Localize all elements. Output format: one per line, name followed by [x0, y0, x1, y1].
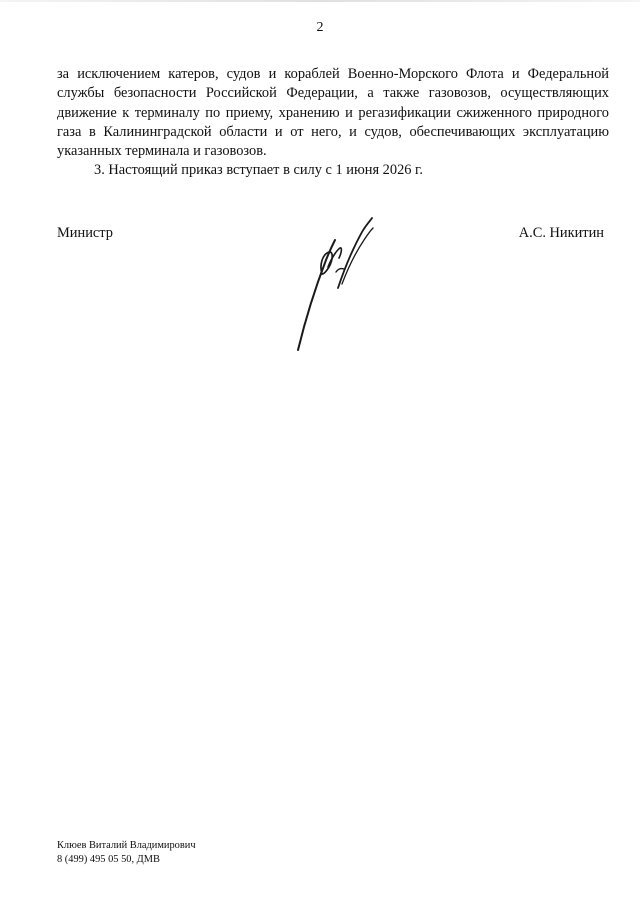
- signature-stroke-main: [298, 240, 335, 350]
- page-number: 2: [316, 20, 324, 35]
- executor-name: Клюев Виталий Владимирович: [57, 840, 196, 851]
- executor-contact: 8 (499) 495 05 50, ДМВ: [57, 853, 160, 865]
- signer-title: Министр: [57, 225, 113, 241]
- paragraph-item-3: 3. Настоящий приказ вступает в силу с 1 июня 2026 г.: [94, 162, 423, 179]
- signature-stroke-tick: [336, 269, 344, 272]
- signer-name: А.С. Никитин: [518, 225, 604, 241]
- signature-stroke-right-a: [338, 218, 372, 288]
- paragraph-continued: за исключением катеров, судов и кораблей Военно-Морского Флота и Федеральной службы безопасности Российской Федерации, а также газовозов, осуществляющих движение к терминалу по приему, хранению и регазификации сжиженного природного газа в Калининградской области и от него, и судов, обеспечивающих эксплуатацию указанных терминала и газовозов.: [57, 66, 609, 160]
- signature-stroke-right-b: [342, 228, 373, 284]
- document-body: [57, 65, 609, 181]
- signature-icon: [292, 212, 382, 357]
- executor-info: [57, 839, 196, 866]
- scan-top-edge: [0, 0, 640, 2]
